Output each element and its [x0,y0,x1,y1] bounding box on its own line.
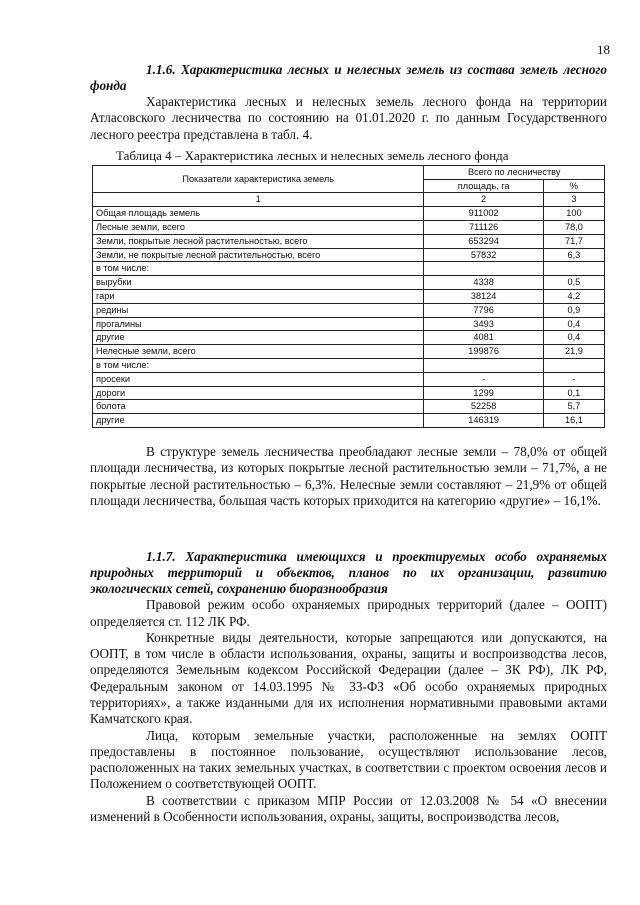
table-row [93,331,605,345]
table-row [93,276,605,290]
table-row [93,414,605,428]
row-area-cell: 911002 [424,207,543,221]
row-percent-cell: 71,7 [543,234,604,248]
table-header-total: Всего по лесничеству [424,165,605,179]
row-percent-cell: 0,9 [543,303,604,317]
row-percent-cell: 0,1 [543,386,604,400]
row-percent-cell: - [543,372,604,386]
row-area-cell: 7796 [424,303,543,317]
row-name-cell: болота [93,400,424,414]
section-heading-1-1-7: 1.1.7. Характеристика имеющихся и проектируемых особо охраняемых природных территорий и объектов, планов по их организации, развитию экологических сетей, сохранению биоразнообразия [90,549,607,597]
page-number: 18 [597,42,610,57]
table-colnum-3: 3 [543,193,604,207]
table-row [93,303,605,317]
paragraph: Конкретные виды деятельности, которые запрещаются или допускаются, на ООПТ, в том числе в области использования, охраны, защиты и воспроизводства лесов, определяются Земельным кодексом Российской Федерации (далее – ЗК РФ), ЛК РФ, Федеральным законом от 14.03.1995 № 33-ФЗ «Об особо охраняемых природных территориях», а также изданными для их исполнения нормативными правовыми актами Камчатского края. [90,629,607,727]
row-name-cell: Нелесные земли, всего [93,345,424,359]
row-percent-cell: 16,1 [543,414,604,428]
row-percent-cell: 5,7 [543,400,604,414]
paragraph: Правовой режим особо охраняемых природных территорий (далее – ООПТ) определяется ст. 112 ЛК РФ. [90,597,607,629]
row-area-cell: 57832 [424,248,543,262]
row-name-cell: редины [93,303,424,317]
table-row [93,400,605,414]
row-name-cell: вырубки [93,276,424,290]
table-row [93,221,605,235]
row-area-cell: 4338 [424,276,543,290]
table-row [93,372,605,386]
paragraph: В соответствии с приказом МПР России от 12.03.2008 № 54 «О внесении изменений в Особенности использования, охраны, защиты, воспроизводства лесов, [90,792,607,825]
section-summary: В структуре земель лесничества преобладают лесные земли – 78,0% от общей площади лесничества, из которых покрытые лесной растительностью земли – 71,7%, а не покрытые лесной растительностью – 6,3%. Нелесные земли составляют – 21,9% от общей площади лесничества, большая часть которых приходится на категорию «другие» – 16,1%. [90,444,607,508]
row-area-cell: 146319 [424,414,543,428]
row-area-cell: 199876 [424,345,543,359]
row-percent-cell: 6,3 [543,248,604,262]
table-colnum-1: 1 [93,193,424,207]
row-area-cell: - [424,372,543,386]
table-row [93,345,605,359]
table-colnum-2: 2 [424,193,543,207]
row-area-cell: 3493 [424,317,543,331]
table-row [93,207,605,221]
row-percent-cell: 100 [543,207,604,221]
table-header-percent: % [543,179,604,193]
row-name-cell: в том числе: [93,359,424,373]
row-area-cell [424,359,543,373]
table-caption: Таблица 4 – Характеристика лесных и нелесных земель лесного фонда [116,147,509,163]
row-name-cell: Лесные земли, всего [93,221,424,235]
table-row [93,234,605,248]
row-name-cell: Земли, покрытые лесной растительностью, всего [93,234,424,248]
table-row [93,248,605,262]
table-row [93,386,605,400]
row-percent-cell: 0,5 [543,276,604,290]
row-area-cell [424,262,543,276]
row-percent-cell: 0,4 [543,331,604,345]
table-header-indicators: Показатели характеристика земель [93,165,424,193]
table-body [93,207,605,428]
row-area-cell: 653294 [424,234,543,248]
row-area-cell: 52258 [424,400,543,414]
row-name-cell: Земли, не покрытые лесной растительностью, всего [93,248,424,262]
table-row [93,290,605,304]
section-heading-1-1-6: 1.1.6. Характеристика лесных и нелесных земель из состава земель лесного фонда [90,62,607,93]
row-name-cell: прогалины [93,317,424,331]
row-name-cell: просеки [93,372,424,386]
table-header-area: площадь, га [424,179,543,193]
row-percent-cell: 0,4 [543,317,604,331]
row-percent-cell: 21,9 [543,345,604,359]
row-name-cell: другие [93,331,424,345]
table-row [93,262,605,276]
row-percent-cell: 4,2 [543,290,604,304]
row-percent-cell [543,262,604,276]
row-area-cell: 38124 [424,290,543,304]
table-row [93,317,605,331]
row-name-cell: Общая площадь земель [93,207,424,221]
row-name-cell: другие [93,414,424,428]
table-row [93,359,605,373]
land-characteristics-table [92,165,605,428]
row-area-cell: 1299 [424,386,543,400]
row-area-cell: 711126 [424,221,543,235]
page-content [90,62,607,825]
row-percent-cell [543,359,604,373]
row-name-cell: дороги [93,386,424,400]
row-area-cell: 4081 [424,331,543,345]
section-intro: Характеристика лесных и нелесных земель лесного фонда на территории Атласовского лесничества по состоянию на 01.01.2020 г. по данным Государственного лесного реестра представлена в табл. 4. [90,94,607,142]
row-name-cell: в том числе: [93,262,424,276]
row-percent-cell: 78,0 [543,221,604,235]
row-name-cell: гари [93,290,424,304]
paragraph: Лица, которым земельные участки, расположенные на землях ООПТ предоставлены в постоянное пользование, осуществляют использование лесов, расположенных на таких земельных участках, в соответствии с проектом освоения лесов и Положением о соответствующей ООПТ. [90,727,607,792]
